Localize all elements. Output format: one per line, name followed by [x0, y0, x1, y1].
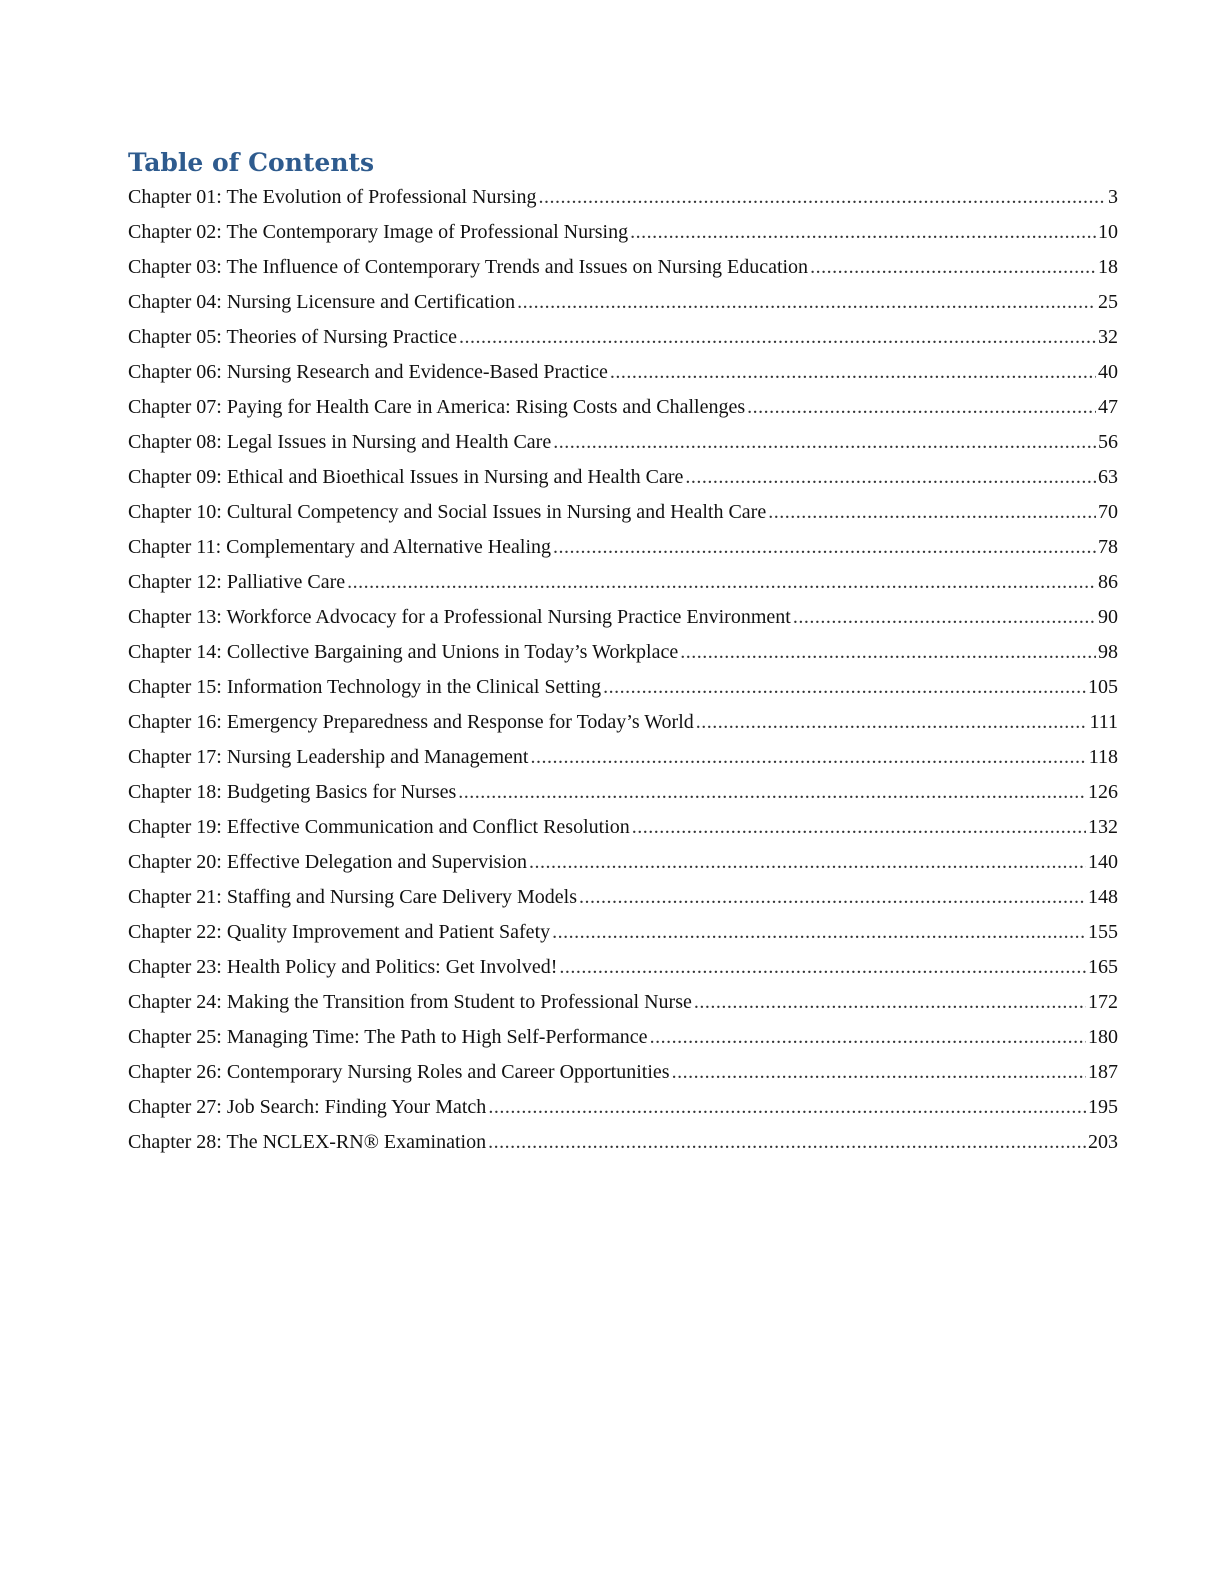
toc-dot-leader — [694, 985, 1086, 1020]
toc-entry[interactable] — [128, 600, 1118, 635]
toc-dot-leader — [793, 600, 1096, 635]
toc-entry[interactable] — [128, 425, 1118, 460]
toc-list — [128, 180, 1118, 1160]
toc-entry-page-number: 98 — [1098, 641, 1118, 663]
toc-entry-page-number: 105 — [1088, 676, 1118, 698]
toc-entry-label: Chapter 12: Palliative Care — [128, 571, 346, 593]
toc-entry-label: Chapter 27: Job Search: Finding Your Match — [128, 1096, 487, 1118]
toc-entry-page-number: 25 — [1098, 291, 1118, 313]
toc-entry-page-number: 195 — [1088, 1096, 1118, 1118]
toc-entry-label: Chapter 14: Collective Bargaining and Unions in Today’s Workplace — [128, 641, 679, 663]
toc-entry[interactable] — [128, 495, 1118, 530]
toc-entry[interactable] — [128, 1055, 1118, 1090]
toc-entry[interactable] — [128, 460, 1118, 495]
toc-dot-leader — [810, 250, 1096, 285]
toc-dot-leader — [630, 215, 1096, 250]
toc-entry-page-number: 111 — [1089, 711, 1118, 733]
toc-entry-page-number: 118 — [1088, 746, 1118, 768]
toc-entry[interactable] — [128, 285, 1118, 320]
toc-entry[interactable] — [128, 565, 1118, 600]
toc-dot-leader — [553, 425, 1096, 460]
toc-entry-page-number: 90 — [1098, 606, 1118, 628]
toc-dot-leader — [768, 495, 1096, 530]
toc-entry-label: Chapter 08: Legal Issues in Nursing and Health Care — [128, 431, 552, 453]
toc-entry-label: Chapter 25: Managing Time: The Path to High Self-Performance — [128, 1026, 648, 1048]
toc-dot-leader — [458, 775, 1086, 810]
toc-entry[interactable] — [128, 1090, 1118, 1125]
toc-entry-label: Chapter 26: Contemporary Nursing Roles and Career Opportunities — [128, 1061, 670, 1083]
toc-entry-page-number: 180 — [1088, 1026, 1118, 1048]
toc-entry-page-number: 187 — [1088, 1061, 1118, 1083]
toc-entry-page-number: 140 — [1088, 851, 1118, 873]
toc-dot-leader — [553, 530, 1096, 565]
toc-entry-label: Chapter 18: Budgeting Basics for Nurses — [128, 781, 457, 803]
toc-entry[interactable] — [128, 705, 1118, 740]
toc-dot-leader — [538, 180, 1106, 215]
toc-entry-page-number: 203 — [1088, 1131, 1118, 1153]
toc-entry-page-number: 63 — [1098, 466, 1118, 488]
toc-entry[interactable] — [128, 810, 1118, 845]
toc-entry[interactable] — [128, 845, 1118, 880]
toc-entry-label: Chapter 28: The NCLEX-RN® Examination — [128, 1131, 487, 1153]
toc-entry-label: Chapter 17: Nursing Leadership and Management — [128, 746, 529, 768]
toc-entry[interactable] — [128, 180, 1118, 215]
toc-entry-label: Chapter 05: Theories of Nursing Practice — [128, 326, 457, 348]
toc-entry-page-number: 70 — [1098, 501, 1118, 523]
toc-entry[interactable] — [128, 950, 1118, 985]
toc-dot-leader — [603, 670, 1086, 705]
toc-dot-leader — [517, 285, 1096, 320]
toc-entry[interactable] — [128, 740, 1118, 775]
toc-entry-page-number: 165 — [1088, 956, 1118, 978]
toc-dot-leader — [685, 460, 1096, 495]
toc-dot-leader — [459, 320, 1096, 355]
toc-entry-label: Chapter 06: Nursing Research and Evidence-Based Practice — [128, 361, 608, 383]
toc-entry[interactable] — [128, 530, 1118, 565]
toc-entry[interactable] — [128, 985, 1118, 1020]
toc-entry[interactable] — [128, 320, 1118, 355]
toc-entry-label: Chapter 07: Paying for Health Care in America: Rising Costs and Challenges — [128, 396, 746, 418]
toc-entry-label: Chapter 04: Nursing Licensure and Certification — [128, 291, 516, 313]
toc-entry-label: Chapter 23: Health Policy and Politics: Get Involved! — [128, 956, 558, 978]
toc-entry-page-number: 18 — [1098, 256, 1118, 278]
toc-entry-label: Chapter 21: Staffing and Nursing Care Delivery Models — [128, 886, 577, 908]
toc-entry-page-number: 3 — [1108, 186, 1118, 208]
toc-dot-leader — [650, 1020, 1086, 1055]
toc-entry-page-number: 155 — [1088, 921, 1118, 943]
toc-entry-page-number: 148 — [1088, 886, 1118, 908]
toc-entry-label: Chapter 10: Cultural Competency and Social Issues in Nursing and Health Care — [128, 501, 767, 523]
toc-entry-page-number: 78 — [1098, 536, 1118, 558]
toc-dot-leader — [530, 740, 1086, 775]
toc-dot-leader — [680, 635, 1096, 670]
toc-entry-label: Chapter 11: Complementary and Alternative Healing — [128, 536, 552, 558]
toc-entry[interactable] — [128, 635, 1118, 670]
toc-dot-leader — [747, 390, 1096, 425]
toc-entry-page-number: 56 — [1098, 431, 1118, 453]
toc-entry-label: Chapter 09: Ethical and Bioethical Issues in Nursing and Health Care — [128, 466, 684, 488]
toc-entry-label: Chapter 20: Effective Delegation and Supervision — [128, 851, 527, 873]
toc-entry-page-number: 40 — [1098, 361, 1118, 383]
toc-entry[interactable] — [128, 670, 1118, 705]
toc-entry-page-number: 132 — [1088, 816, 1118, 838]
toc-dot-leader — [610, 355, 1096, 390]
toc-dot-leader — [696, 705, 1088, 740]
toc-entry-page-number: 10 — [1098, 221, 1118, 243]
toc-entry-page-number: 32 — [1098, 326, 1118, 348]
toc-entry-label: Chapter 02: The Contemporary Image of Professional Nursing — [128, 221, 629, 243]
toc-entry[interactable] — [128, 355, 1118, 390]
toc-entry-label: Chapter 01: The Evolution of Professional Nursing — [128, 186, 537, 208]
toc-entry[interactable] — [128, 880, 1118, 915]
toc-entry-page-number: 47 — [1098, 396, 1118, 418]
toc-entry[interactable] — [128, 775, 1118, 810]
toc-title: Table of Contents — [128, 148, 375, 177]
toc-entry-label: Chapter 13: Workforce Advocacy for a Professional Nursing Practice Environment — [128, 606, 791, 628]
toc-entry[interactable] — [128, 915, 1118, 950]
toc-entry-label: Chapter 16: Emergency Preparedness and Response for Today’s World — [128, 711, 694, 733]
toc-entry-label: Chapter 03: The Influence of Contemporary Trends and Issues on Nursing Education — [128, 256, 809, 278]
toc-dot-leader — [579, 880, 1086, 915]
toc-entry-page-number: 172 — [1088, 991, 1118, 1013]
toc-entry-label: Chapter 19: Effective Communication and Conflict Resolution — [128, 816, 630, 838]
toc-entry-label: Chapter 15: Information Technology in the Clinical Setting — [128, 676, 602, 698]
toc-entry-page-number: 86 — [1098, 571, 1118, 593]
toc-dot-leader — [488, 1090, 1086, 1125]
toc-entry[interactable] — [128, 1125, 1118, 1160]
toc-entry[interactable] — [128, 215, 1118, 250]
toc-entry-label: Chapter 24: Making the Transition from Student to Professional Nurse — [128, 991, 692, 1013]
toc-dot-leader — [559, 950, 1086, 985]
toc-dot-leader — [488, 1125, 1086, 1160]
toc-dot-leader — [672, 1055, 1086, 1090]
toc-dot-leader — [529, 845, 1086, 880]
toc-entry[interactable] — [128, 390, 1118, 425]
toc-dot-leader — [552, 915, 1086, 950]
toc-entry-label: Chapter 22: Quality Improvement and Patient Safety — [128, 921, 551, 943]
toc-entry[interactable] — [128, 1020, 1118, 1055]
toc-entry-page-number: 126 — [1088, 781, 1118, 803]
toc-dot-leader — [632, 810, 1086, 845]
toc-dot-leader — [347, 565, 1096, 600]
toc-entry[interactable] — [128, 250, 1118, 285]
